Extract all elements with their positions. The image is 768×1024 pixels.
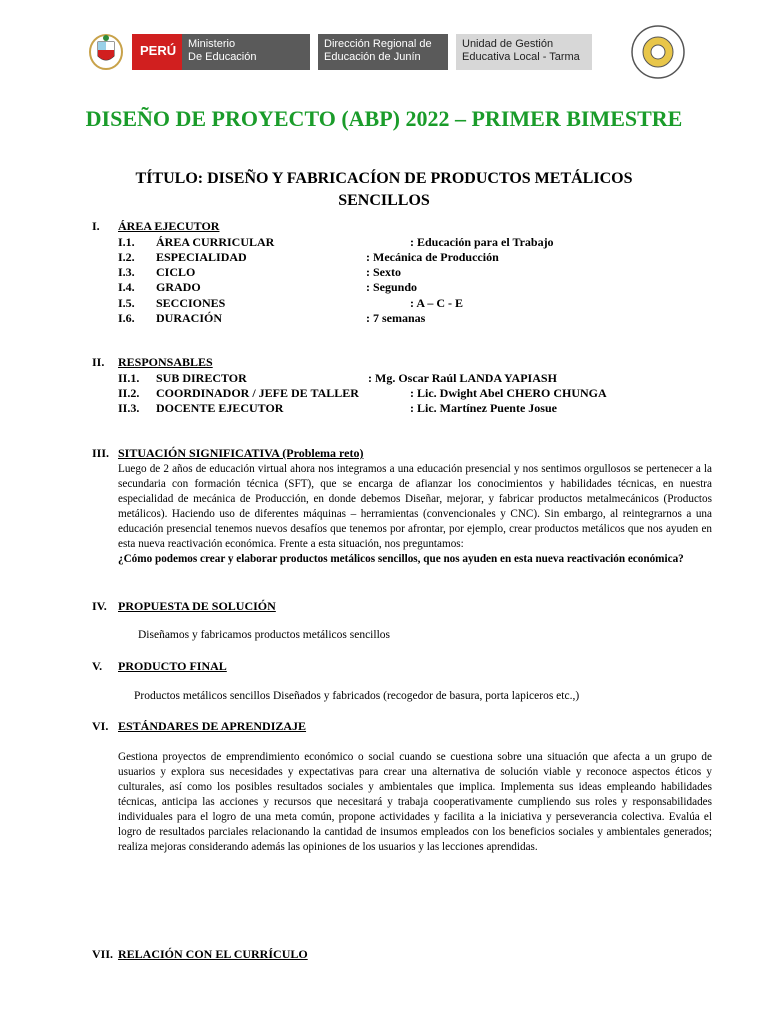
dre-box (318, 34, 448, 70)
responsible-name: : Lic. Dwight Abel CHERO CHUNGA (410, 386, 607, 400)
responsible-name: : Lic. Martínez Puente Josue (410, 401, 557, 415)
section-5-number: V. (92, 659, 103, 673)
standards-paragraph: Gestiona proyectos de emprendimiento económico o social cuando se cuestiona sobre una situación que afecta a un grupo de usuarios y explora sus necesidades y expectativas para crear una alternativa de solución viable y reconoce aspectos éticos y culturales, así como los posibles resultados sociales y ambientales que implica. Implementa sus ideas empleando habilidades técnicas, anticipa las acciones y recursos que necesitará y trabaja cooperativamente cumpliendo sus roles y responsabilidades individuales para el logro de una meta común, propone actividades y facilita a la iniciativa y perseverancia colectiva. Evalúa el logro de resultados parciales relacionando la cantidad de insumos empleados con los beneficios sociales y ambientales generados; realiza mejoras considerando además las opiniones de los usuarios y las lecciones aprendidas. (118, 751, 712, 853)
school-seal-icon (628, 22, 688, 82)
field-key: I.2. (118, 250, 135, 264)
solution-text: Diseñamos y fabricamos productos metálicos sencillos (138, 629, 390, 641)
section-5-heading (92, 659, 227, 674)
section-5-title: PRODUCTO FINAL (118, 659, 227, 673)
responsible-role: DOCENTE EJECUTOR (156, 401, 284, 415)
header-banner (80, 28, 720, 74)
field-label: ESPECIALIDAD (156, 250, 247, 264)
field-key: I.4. (118, 280, 135, 294)
field-value: : 7 semanas (366, 311, 426, 325)
section-4-number: IV. (92, 599, 107, 613)
situation-text: Luego de 2 años de educación virtual ahora nos integramos a una educación presencial y nos sentimos orgullosos se pertenecer a la secundaria con formación técnica (SFT), que se encarga de afianzar los conocimientos y habilidades técnicas, en nuestra especialidad de mecánica de Producción, en donde debemos Diseñar, mejorar, y fabricar productos metalmecánicos (Productos metálicos). Haciendo uso de diferentes máquinas – herramientas (convencionales y CNC). Sin embargo, al reintegrarnos a una educación presencial tenemos nuevos desafíos que tenemos por afrontar, por ejemplo, crear productos metálicos que nos ayuden en esta nueva reactivación económica. Frente a esta situación, nos preguntamos: (118, 463, 712, 550)
responsible-role: COORDINADOR / JEFE DE TALLER (156, 386, 359, 400)
project-subtitle: TÍTULO: DISEÑO Y FABRICACÍON DE PRODUCTOS METÁLICOS SENCILLOS (135, 170, 633, 209)
section-7-title: RELACIÓN CON EL CURRÍCULO (118, 947, 308, 961)
field-key: I.6. (118, 311, 135, 325)
field-value: : Educación para el Trabajo (410, 235, 554, 249)
peru-label: PERÚ (140, 43, 177, 58)
responsible-role: SUB DIRECTOR (156, 371, 247, 385)
section-2-number: II. (92, 355, 105, 369)
field-key: I.3. (118, 265, 135, 279)
dre-line-2: Educación de Junín (324, 51, 421, 63)
section-3-heading (92, 446, 363, 461)
ugel-line-1: Unidad de Gestión (462, 38, 554, 50)
section-6-number: VI. (92, 719, 109, 733)
responsible-key: II.3. (118, 401, 140, 415)
ugel-box (456, 34, 592, 70)
ministerio-box (182, 34, 310, 70)
responsible-name: : Mg. Oscar Raúl LANDA YAPIASH (368, 371, 557, 385)
section-4-heading (92, 599, 276, 614)
ministerio-line-2: De Educación (188, 51, 257, 63)
field-key: I.5. (118, 296, 135, 310)
section-1-title: ÁREA EJECUTOR (118, 219, 220, 233)
responsible-key: II.2. (118, 386, 140, 400)
section-2-heading (92, 355, 213, 370)
field-value: : Mecánica de Producción (366, 250, 499, 264)
responsible-key: II.1. (118, 371, 140, 385)
peru-brand (132, 34, 182, 70)
section-7-number: VII. (92, 947, 114, 961)
section-2-title: RESPONSABLES (118, 355, 213, 369)
field-value: : Sexto (366, 265, 401, 279)
section-6-heading (92, 719, 306, 734)
section-7-heading (92, 947, 308, 962)
dre-line-1: Dirección Regional de (324, 38, 432, 50)
product-text: Productos metálicos sencillos Diseñados y fabricados (recogedor de basura, porta lapiceros etc.,) (134, 690, 580, 702)
section-1-heading (92, 219, 219, 234)
situation-question: ¿Cómo podemos crear y elaborar productos metálicos sencillos, que nos ayuden en esta nueva reactivación económica? (118, 553, 684, 565)
field-label: GRADO (156, 280, 201, 294)
field-value: : Segundo (366, 280, 418, 294)
situation-paragraph (118, 462, 712, 567)
field-label: DURACIÓN (156, 311, 222, 325)
ministerio-line-1: Ministerio (188, 38, 236, 50)
ugel-line-2: Educativa Local - Tarma (462, 51, 580, 63)
section-4-title: PROPUESTA DE SOLUCIÓN (118, 599, 276, 613)
field-label: CICLO (156, 265, 196, 279)
page-title: DISEÑO DE PROYECTO (ABP) 2022 – PRIMER BIMESTRE (85, 106, 683, 131)
section-3-number: III. (92, 446, 110, 460)
field-label: SECCIONES (156, 296, 226, 310)
field-key: I.1. (118, 235, 135, 249)
field-value: : A – C - E (410, 296, 464, 310)
section-3-title: SITUACIÓN SIGNIFICATIVA (Problema reto) (118, 446, 364, 460)
section-1-number: I. (92, 219, 100, 233)
field-label: ÁREA CURRICULAR (156, 235, 275, 249)
section-6-title: ESTÁNDARES DE APRENDIZAJE (118, 719, 307, 733)
peru-coat-of-arms-icon (86, 30, 126, 72)
